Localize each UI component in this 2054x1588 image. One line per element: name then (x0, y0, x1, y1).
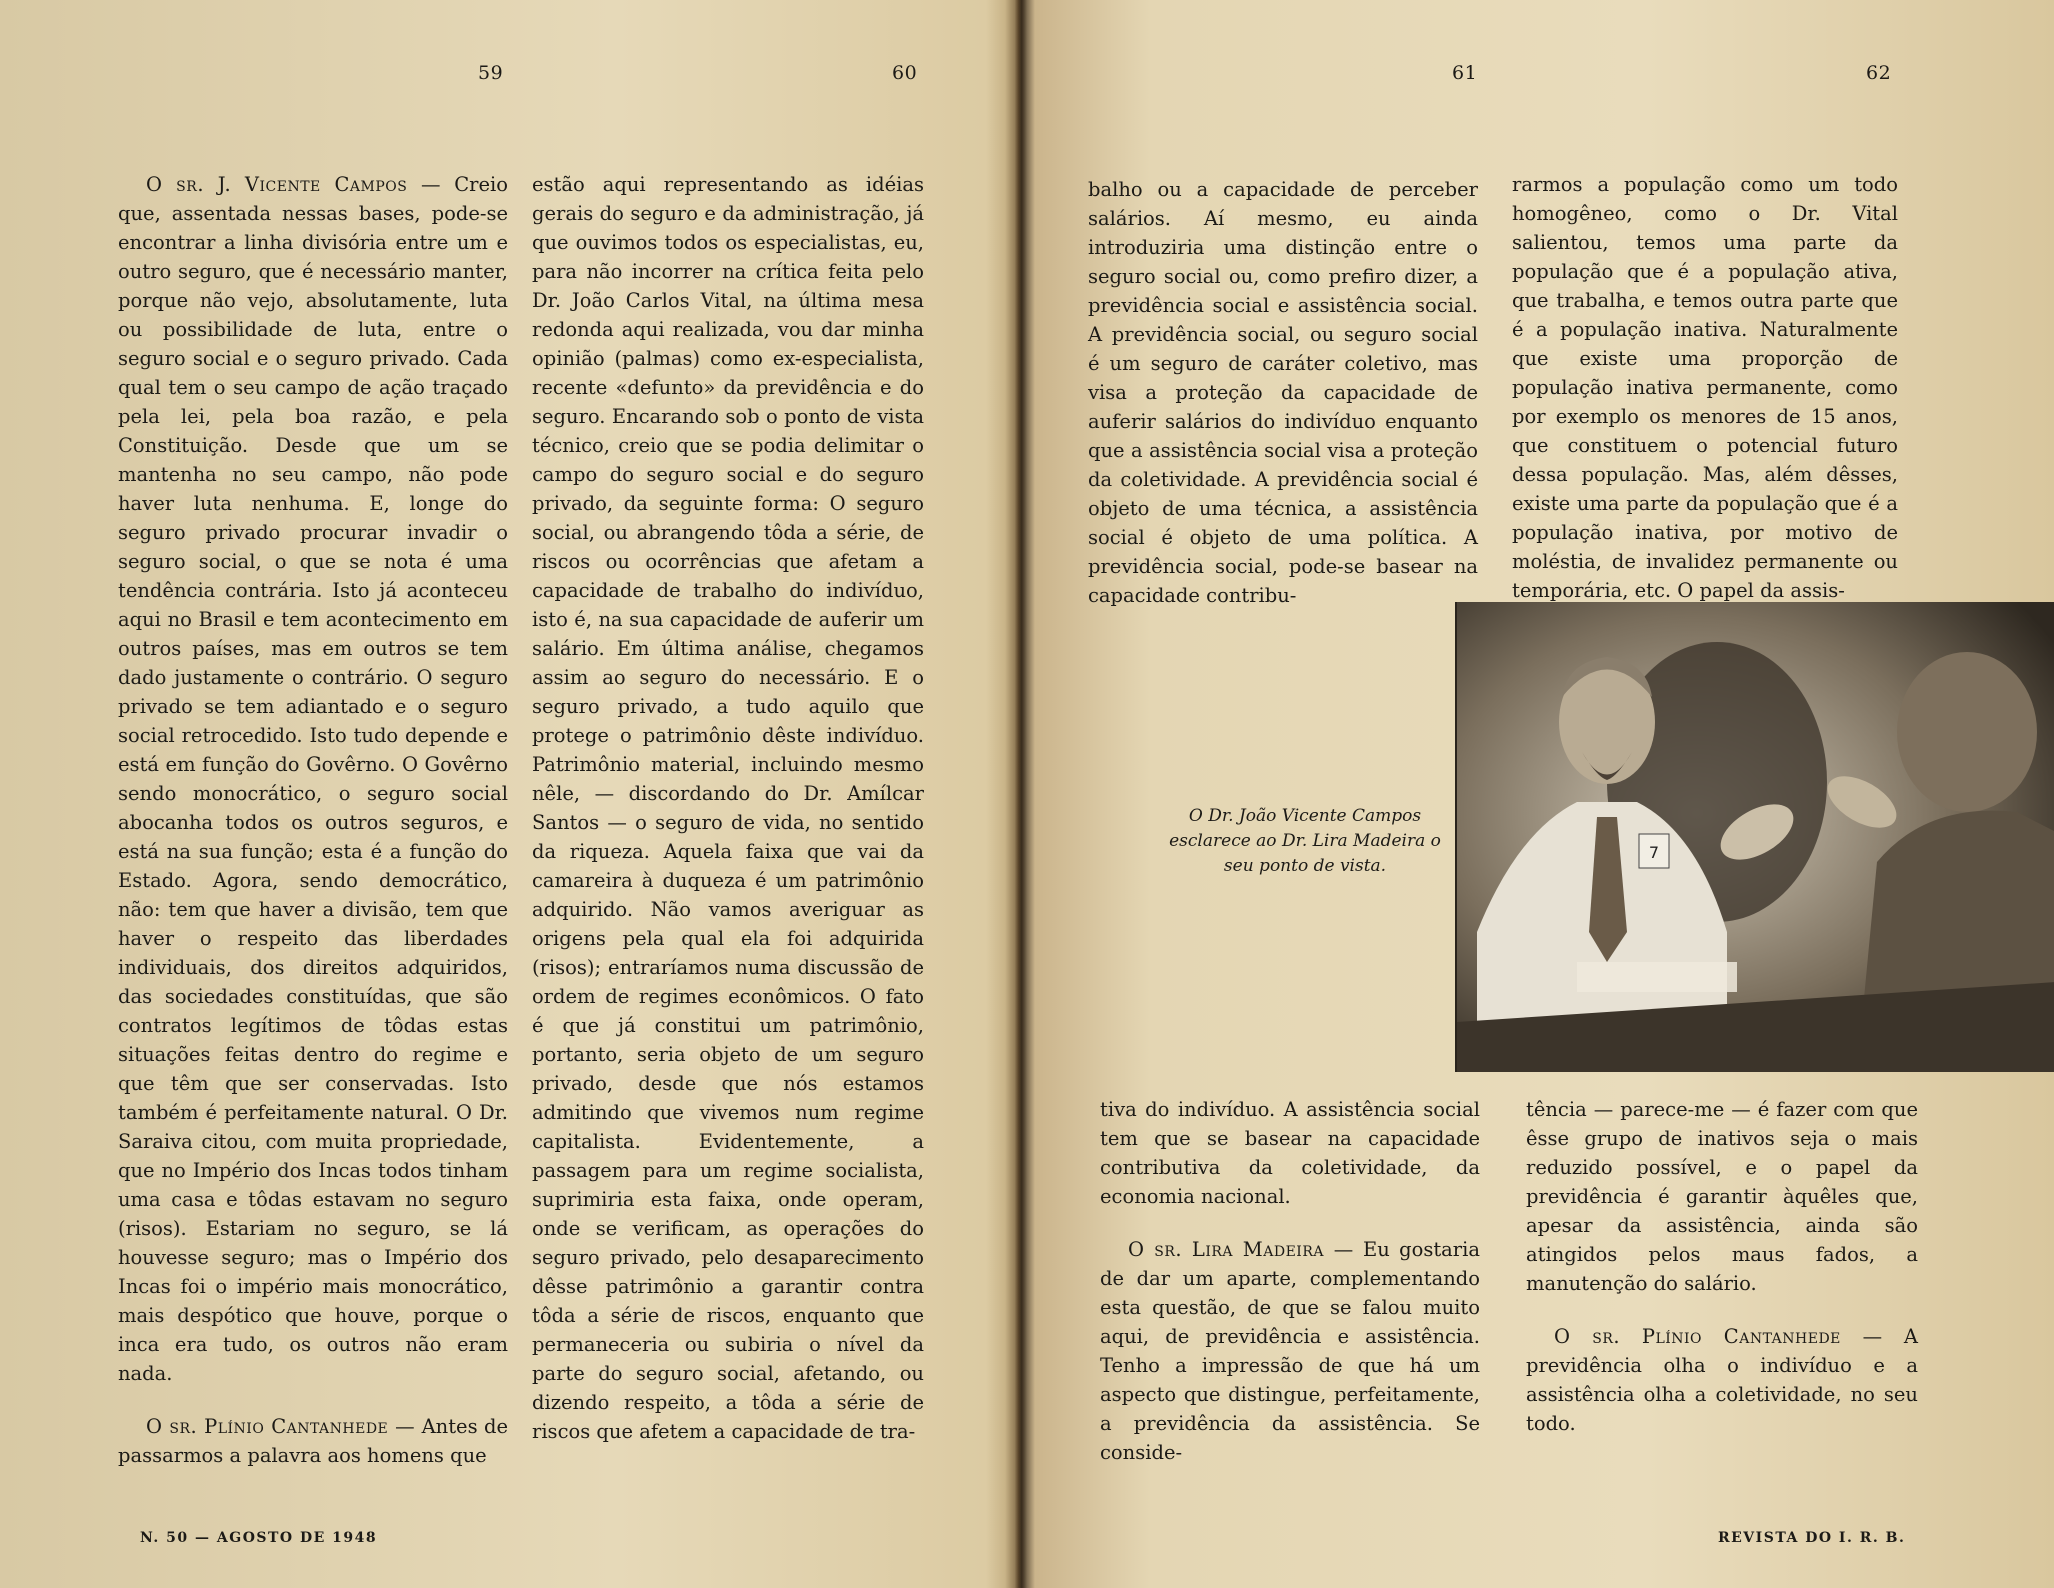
footer-issue: N. 50 — AGOSTO DE 1948 (140, 1530, 378, 1546)
paragraph: tência — parece-me — é fazer com que êsse grupo de inativos seja o mais reduzido possível, e o papel da previdência é garantir àquêles que, apesar da assistência, ainda são atingidos pelos maus fados, a manutenção do salário. (1526, 1098, 1918, 1295)
paragraph (1526, 1322, 1918, 1438)
paragraph: balho ou a capacidade de perceber salários. Aí mesmo, eu ainda introduziria uma distinção entre o seguro social ou, como prefiro dizer, a previdência social e assistência social. A previdência social, ou seguro social é um seguro de caráter coletivo, mas visa a proteção da capacidade de auferir salários do indivíduo enquanto que a assistência social visa a proteção da coletividade. A previdência social é objeto de uma técnica, a assistência social é objeto de uma política. A previdência social, pode-se basear na capacidade contribu- (1088, 178, 1478, 607)
column-page-62-bottom (1526, 1095, 1918, 1462)
photo-illustration (1457, 602, 2054, 1072)
paragraph-text: Antes de passarmos a palavra aos homens que (118, 1415, 508, 1467)
column-page-61-top (1088, 175, 1478, 634)
paragraph-text: Eu gostaria de dar um aparte, complementando esta questão, de que se falou muito aqui, de previdência e assistência. Tenho a impressão de que há um aspecto que distingue, perfeitamente, a previdência da assistência. Se conside- (1100, 1238, 1480, 1464)
column-page-60 (532, 170, 924, 1470)
page-number-61: 61 (1452, 62, 1478, 84)
paragraph: tiva do indivíduo. A assistência social tem que se basear na capacidade contributiva da coletividade, da economia nacional. (1100, 1098, 1480, 1208)
speaker-name: O sr. J. Vicente Campos — (146, 173, 442, 196)
speaker-name: O sr. Plínio Cantanhede — (1554, 1325, 1883, 1348)
column-page-61-bottom (1100, 1095, 1480, 1491)
photograph (1455, 602, 2054, 1072)
speaker-name: O sr. Plínio Cantanhede — (146, 1415, 416, 1438)
page-number-60: 60 (892, 62, 918, 84)
badge-number: 7 (1648, 843, 1660, 862)
paragraph (1100, 1235, 1480, 1467)
paragraph-text: Creio que, assentada nessas bases, pode-se encontrar a linha divisória entre um e outro seguro, que é necessário manter, porque não vejo, absolutamente, luta ou possibilidade de luta, entre o seguro social e o seguro privado. Cada qual tem o seu campo de ação traçado pela lei, pela boa razão, e pela Constituição. Desde que um se mantenha no seu campo, não pode haver luta nenhuma. E, longe do seguro privado procurar invadir o seguro social, o que se nota é uma tendência contrária. Isto já aconteceu aqui no Brasil e tem acontecimento em outros países, mas em outros se tem dado justamente o contrário. O seguro privado se tem adiantado e o seguro social retrocedido. Isto tudo depende e está em função do Govêrno. O Govêrno sendo monocrático, o seguro social abocanha todos os outros seguros, e está na sua função; esta é a função do Estado. Agora, sendo democrático, não: tem que haver a divisão, tem que haver o respeito das liberdades individuais, dos direitos adquiridos, das sociedades constituídas, que são contratos legítimos de tôdas estas situações feitas dentro do regime e que têm que ser conservadas. Isto também é perfeitamente natural. O Dr. Saraiva citou, com muita propriedade, que no Império dos Incas todos tinham uma casa e tôdas estavam no seguro (risos). Estariam no seguro, se lá houvesse seguro; mas o Império dos Incas foi o império mais monocrático, mais despótico que houve, porque o inca era tudo, os outros não eram nada. (118, 173, 508, 1385)
paragraph (118, 1412, 508, 1470)
footer-journal: REVISTA DO I. R. B. (1718, 1530, 1906, 1546)
column-page-59 (118, 170, 508, 1494)
page-number-62: 62 (1866, 62, 1892, 84)
book-gutter (1005, 0, 1035, 1588)
paragraph (118, 170, 508, 1388)
page-number-59: 59 (478, 62, 504, 84)
speaker-name: O sr. Lira Madeira — (1128, 1238, 1354, 1261)
paragraph: estão aqui representando as idéias gerais do seguro e da administração, já que ouvimos todos os especialistas, eu, para não incorrer na crítica feita pelo Dr. João Carlos Vital, na última mesa redonda aqui realizada, vou dar minha opinião (palmas) como ex-especialista, recente «defunto» da previdência e do seguro. Encarando sob o ponto de vista técnico, creio que se podia delimitar o campo do seguro social e do seguro privado, da seguinte forma: O seguro social, ou abrangendo tôda a série, de riscos ou ocorrências que afetam a capacidade de trabalho do indivíduo, isto é, na sua capacidade de auferir um salário. Em última análise, chegamos assim ao seguro do necessário. E o seguro privado, a tudo aquilo que protege o patrimônio dêste indivíduo. Patrimônio material, incluindo mesmo nêle, — discordando do Dr. Amílcar Santos — o seguro de vida, no sentido da riqueza. Aquela faixa que vai da camareira à duqueza é um patrimônio adquirido. Não vamos averiguar as origens pela qual ela foi adquirida (risos); entraríamos numa discussão de ordem de regimes econômicos. O fato é que já constitui um patrimônio, portanto, seria objeto de um seguro privado, desde que nós estamos admitindo que vivemos num regime capitalista. Evidentemente, a passagem para um regime socialista, suprimiria esta faixa, onde operam, onde se verificam, as operações do seguro privado, pelo desaparecimento dêsse patrimônio a garantir contra tôda a série de riscos, enquanto que permaneceria ou subiria o nível da parte do seguro social, afetando, ou dizendo respeito, a tôda a série de riscos que afetem a capacidade de tra- (532, 173, 924, 1443)
photo-caption: O Dr. João Vicente Campos esclarece ao Dr. Lira Madeira o seu ponto de vista. (1169, 806, 1441, 876)
column-page-62-top (1512, 170, 1898, 629)
paragraph: rarmos a população como um todo homogêneo, como o Dr. Vital salientou, temos uma parte da população que é a população ativa, que trabalha, e temos outra parte que é a população inativa. Naturalmente que existe uma proporção de população inativa permanente, como por exemplo os menores de 15 anos, que constituem o potencial futuro dessa população. Mas, além dêsses, existe uma parte da população que é a população inativa, por motivo de moléstia, de invalidez permanente ou temporária, etc. O papel da assis- (1512, 173, 1898, 602)
paragraph-text: A previdência olha o indivíduo e a assistência olha a coletividade, no seu todo. (1526, 1325, 1918, 1435)
